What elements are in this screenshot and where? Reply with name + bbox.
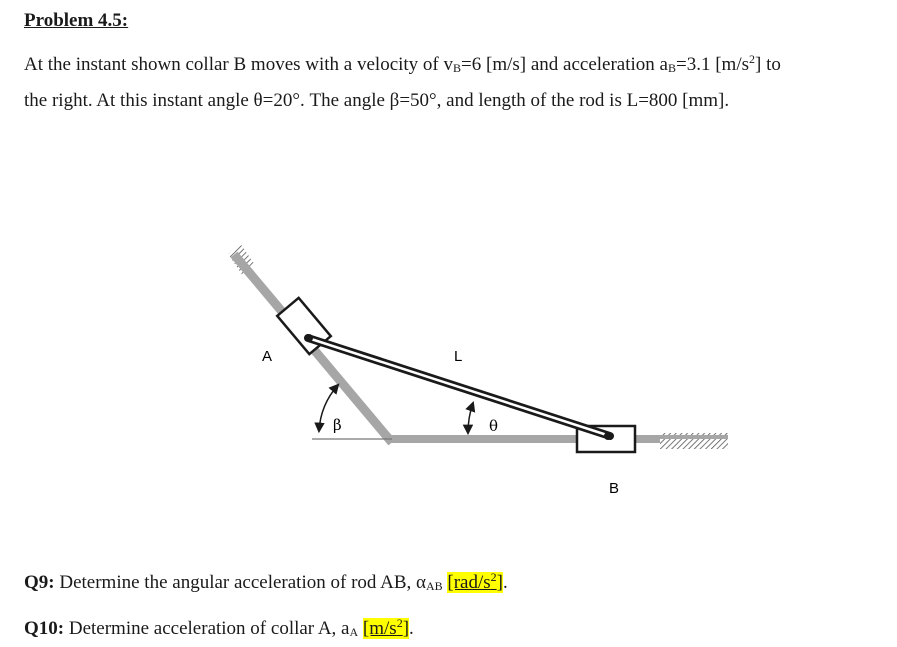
q10-subscript: A [349,625,359,639]
q10-unit-highlight [363,618,409,639]
q9-unit-highlight [447,572,503,593]
q10-unit-close: ] [402,618,410,639]
label-beta: β [333,416,342,434]
problem-statement-line-2: the right. At this instant angle θ=20°. The angle β=50°, and length of the rod is L=800 [mm]. [24,90,730,111]
q9-subscript: AB [425,579,443,593]
q10-unit: [m/s [362,618,397,639]
statement-text: At the instant shown collar B moves with a velocity of v [24,54,454,75]
q9-label: Q9: [24,572,55,593]
statement-text: =3.1 [m/s [676,54,749,75]
q9-unit: [rad/s [447,572,491,593]
problem-title: Problem 4.5: [24,10,129,31]
q10-label: Q10: [24,618,65,639]
q10-period: . [409,618,414,639]
label-l: L [454,348,463,365]
statement-text: ] to [755,54,781,75]
q10-unit-exponent: 2 [396,616,403,630]
velocity-subscript: B [453,61,462,75]
question-q9 [24,570,508,594]
label-theta: θ [489,417,499,435]
q9-unit-close: ] [496,572,503,593]
q10-text: Determine acceleration of collar A, a [64,618,350,639]
statement-text: =6 [m/s] and acceleration a [461,54,668,75]
label-b: B [609,480,620,497]
q9-unit-exponent: 2 [490,570,497,584]
pin-b [604,432,612,440]
acceleration-subscript: B [667,61,676,75]
q9-text: Determine the angular acceleration of rod AB, α [54,572,426,593]
pin-a [305,334,313,342]
label-a: A [262,348,273,365]
q9-period: . [502,572,508,593]
question-q10 [24,616,414,640]
unit-exponent: 2 [749,52,755,66]
theta-angle-arrow [468,403,473,433]
